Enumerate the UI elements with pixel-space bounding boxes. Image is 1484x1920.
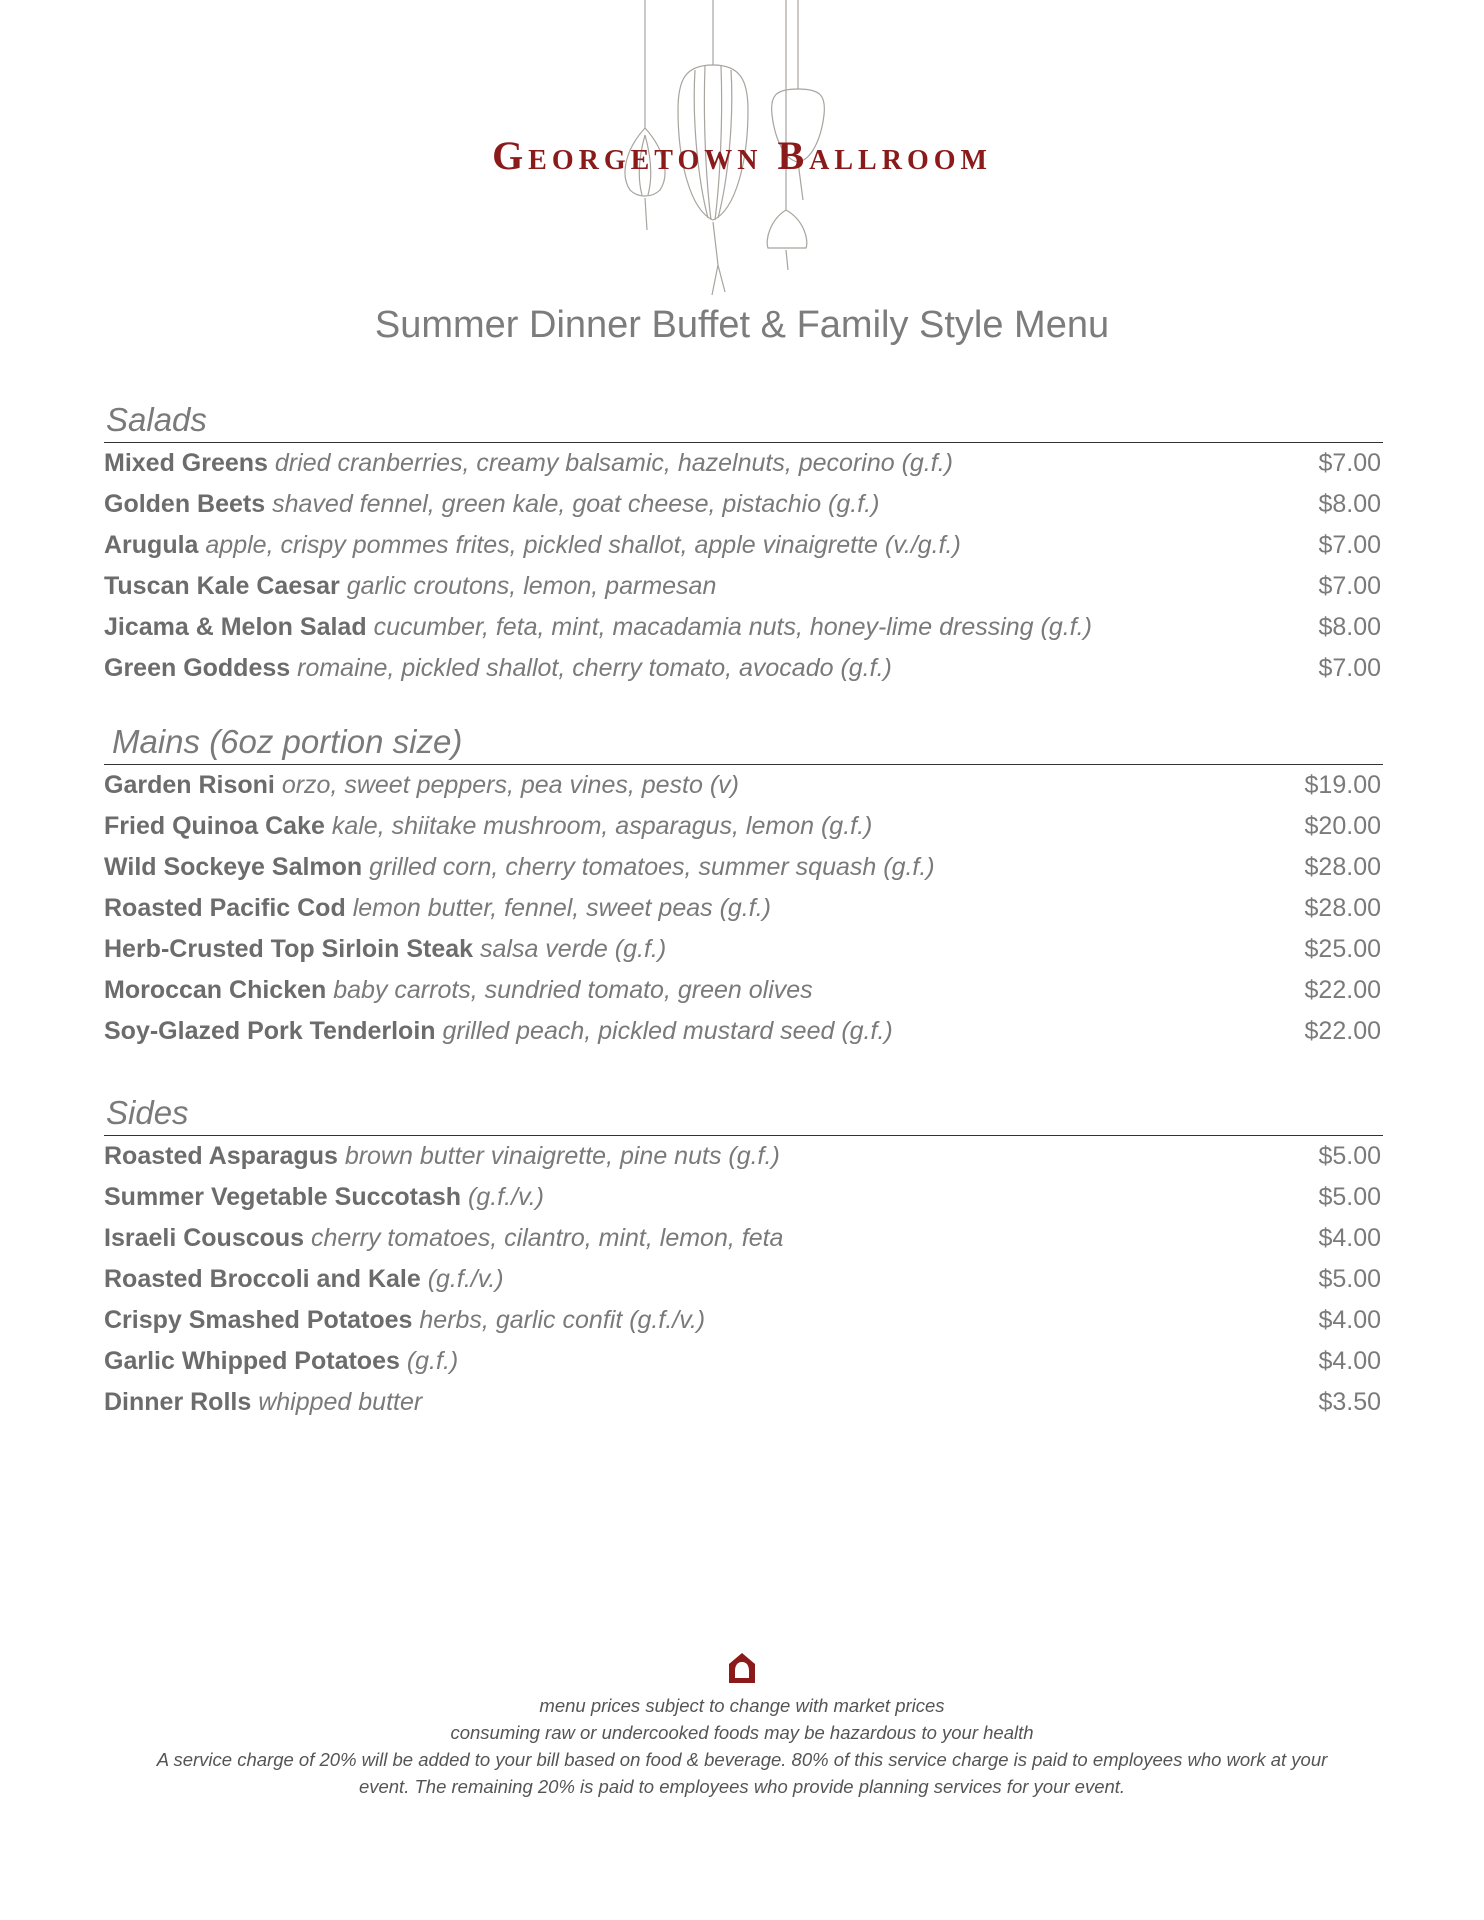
item-name: Fried Quinoa Cake (104, 812, 325, 840)
menu-item (104, 1177, 1383, 1218)
item-description: grilled peach, pickled mustard seed (g.f.) (442, 1017, 893, 1045)
item-description: baby carrots, sundried tomato, green olives (333, 976, 813, 1004)
item-price: $7.00 (1318, 449, 1381, 477)
item-price: $25.00 (1304, 935, 1381, 963)
item-description: grilled corn, cherry tomatoes, summer squash (g.f.) (369, 853, 935, 881)
item-price: $7.00 (1318, 654, 1381, 682)
menu-item (104, 765, 1383, 806)
item-price: $5.00 (1318, 1265, 1381, 1293)
brand-logo: Georgetown Ballroom (492, 133, 992, 178)
footer-note: consuming raw or undercooked foods may be hazardous to your health (450, 1722, 1034, 1743)
menu-item (104, 1300, 1383, 1341)
item-description: dried cranberries, creamy balsamic, hazelnuts, pecorino (g.f.) (274, 449, 953, 477)
item-price: $5.00 (1318, 1183, 1381, 1211)
item-name: Golden Beets (104, 490, 266, 518)
section-heading: Sides (104, 1093, 1383, 1136)
item-price: $20.00 (1304, 812, 1381, 840)
item-name: Tuscan Kale Caesar (104, 572, 340, 600)
item-description: kale, shiitake mushroom, asparagus, lemon (g.f.) (331, 812, 873, 840)
item-description: salsa verde (g.f.) (479, 935, 667, 963)
item-price: $7.00 (1318, 572, 1381, 600)
menu-item (104, 1259, 1383, 1300)
item-description: orzo, sweet peppers, pea vines, pesto (v) (281, 771, 740, 799)
item-price: $28.00 (1304, 853, 1381, 881)
item-price: $4.00 (1318, 1347, 1381, 1375)
item-name: Jicama & Melon Salad (104, 613, 367, 641)
item-name: Moroccan Chicken (104, 976, 327, 1004)
menu-item (104, 443, 1383, 484)
item-name: Israeli Couscous (104, 1224, 305, 1252)
menu-item (104, 1136, 1383, 1177)
menu-item (104, 1382, 1383, 1423)
section-mains (104, 722, 1383, 1052)
item-price: $22.00 (1304, 1017, 1381, 1045)
item-price: $5.00 (1318, 1142, 1381, 1170)
item-price: $8.00 (1318, 613, 1381, 641)
item-price: $4.00 (1318, 1224, 1381, 1252)
item-name: Summer Vegetable Succotash (104, 1183, 462, 1211)
menu-item (104, 888, 1383, 929)
item-name: Arugula (104, 531, 199, 559)
menu-item (104, 929, 1383, 970)
item-name: Roasted Asparagus (104, 1142, 338, 1170)
item-name: Garlic Whipped Potatoes (104, 1347, 400, 1375)
item-description: garlic croutons, lemon, parmesan (346, 572, 717, 600)
item-description: cherry tomatoes, cilantro, mint, lemon, feta (311, 1224, 784, 1252)
item-description: brown butter vinaigrette, pine nuts (g.f.) (344, 1142, 780, 1170)
menu-item (104, 806, 1383, 847)
item-description: shaved fennel, green kale, goat cheese, pistachio (g.f.) (272, 490, 880, 518)
menu-item (104, 847, 1383, 888)
item-name: Roasted Pacific Cod (104, 894, 346, 922)
menu-item (104, 1011, 1383, 1052)
item-name: Garden Risoni (104, 771, 275, 799)
section-heading: Mains (6oz portion size) (104, 722, 1383, 765)
section-sides (104, 1093, 1383, 1423)
item-name: Wild Sockeye Salmon (104, 853, 363, 881)
item-name: Herb-Crusted Top Sirloin Steak (104, 935, 474, 963)
item-name: Roasted Broccoli and Kale (104, 1265, 421, 1293)
page-title: Summer Dinner Buffet & Family Style Menu (374, 304, 1110, 346)
item-name: Soy-Glazed Pork Tenderloin (104, 1017, 436, 1045)
item-price: $4.00 (1318, 1306, 1381, 1334)
item-price: $8.00 (1318, 490, 1381, 518)
item-description: herbs, garlic confit (g.f./v.) (419, 1306, 706, 1334)
section-salads (104, 400, 1383, 689)
menu-item (104, 648, 1383, 689)
footer-note: menu prices subject to change with market prices (539, 1695, 945, 1716)
house-arch-icon (729, 1653, 755, 1683)
menu-item (104, 566, 1383, 607)
item-name: Dinner Rolls (104, 1388, 252, 1416)
footer-note: event. The remaining 20% is paid to employees who provide planning services for your event. (358, 1776, 1126, 1797)
item-price: $28.00 (1304, 894, 1381, 922)
menu-item (104, 484, 1383, 525)
menu-item (104, 970, 1383, 1011)
item-name: Crispy Smashed Potatoes (104, 1306, 413, 1334)
menu-item (104, 1218, 1383, 1259)
section-heading: Salads (104, 400, 1383, 443)
item-price: $3.50 (1318, 1388, 1381, 1416)
footer-note: A service charge of 20% will be added to your bill based on food & beverage. 80% of this service charge is paid to employees who work at your (156, 1749, 1328, 1770)
menu-item (104, 525, 1383, 566)
item-description: (g.f./v.) (427, 1265, 504, 1293)
item-description: lemon butter, fennel, sweet peas (g.f.) (352, 894, 771, 922)
item-description: whipped butter (258, 1388, 423, 1416)
item-name: Green Goddess (104, 654, 291, 682)
item-price: $22.00 (1304, 976, 1381, 1004)
item-price: $7.00 (1318, 531, 1381, 559)
item-description: (g.f.) (406, 1347, 459, 1375)
item-price: $19.00 (1304, 771, 1381, 799)
menu-item (104, 1341, 1383, 1382)
item-description: romaine, pickled shallot, cherry tomato, avocado (g.f.) (297, 654, 892, 682)
item-description: cucumber, feta, mint, macadamia nuts, honey-lime dressing (g.f.) (373, 613, 1092, 641)
item-description: (g.f./v.) (468, 1183, 544, 1211)
item-name: Mixed Greens (104, 449, 268, 477)
item-description: apple, crispy pommes frites, pickled shallot, apple vinaigrette (v./g.f.) (205, 531, 961, 559)
menu-item (104, 607, 1383, 648)
